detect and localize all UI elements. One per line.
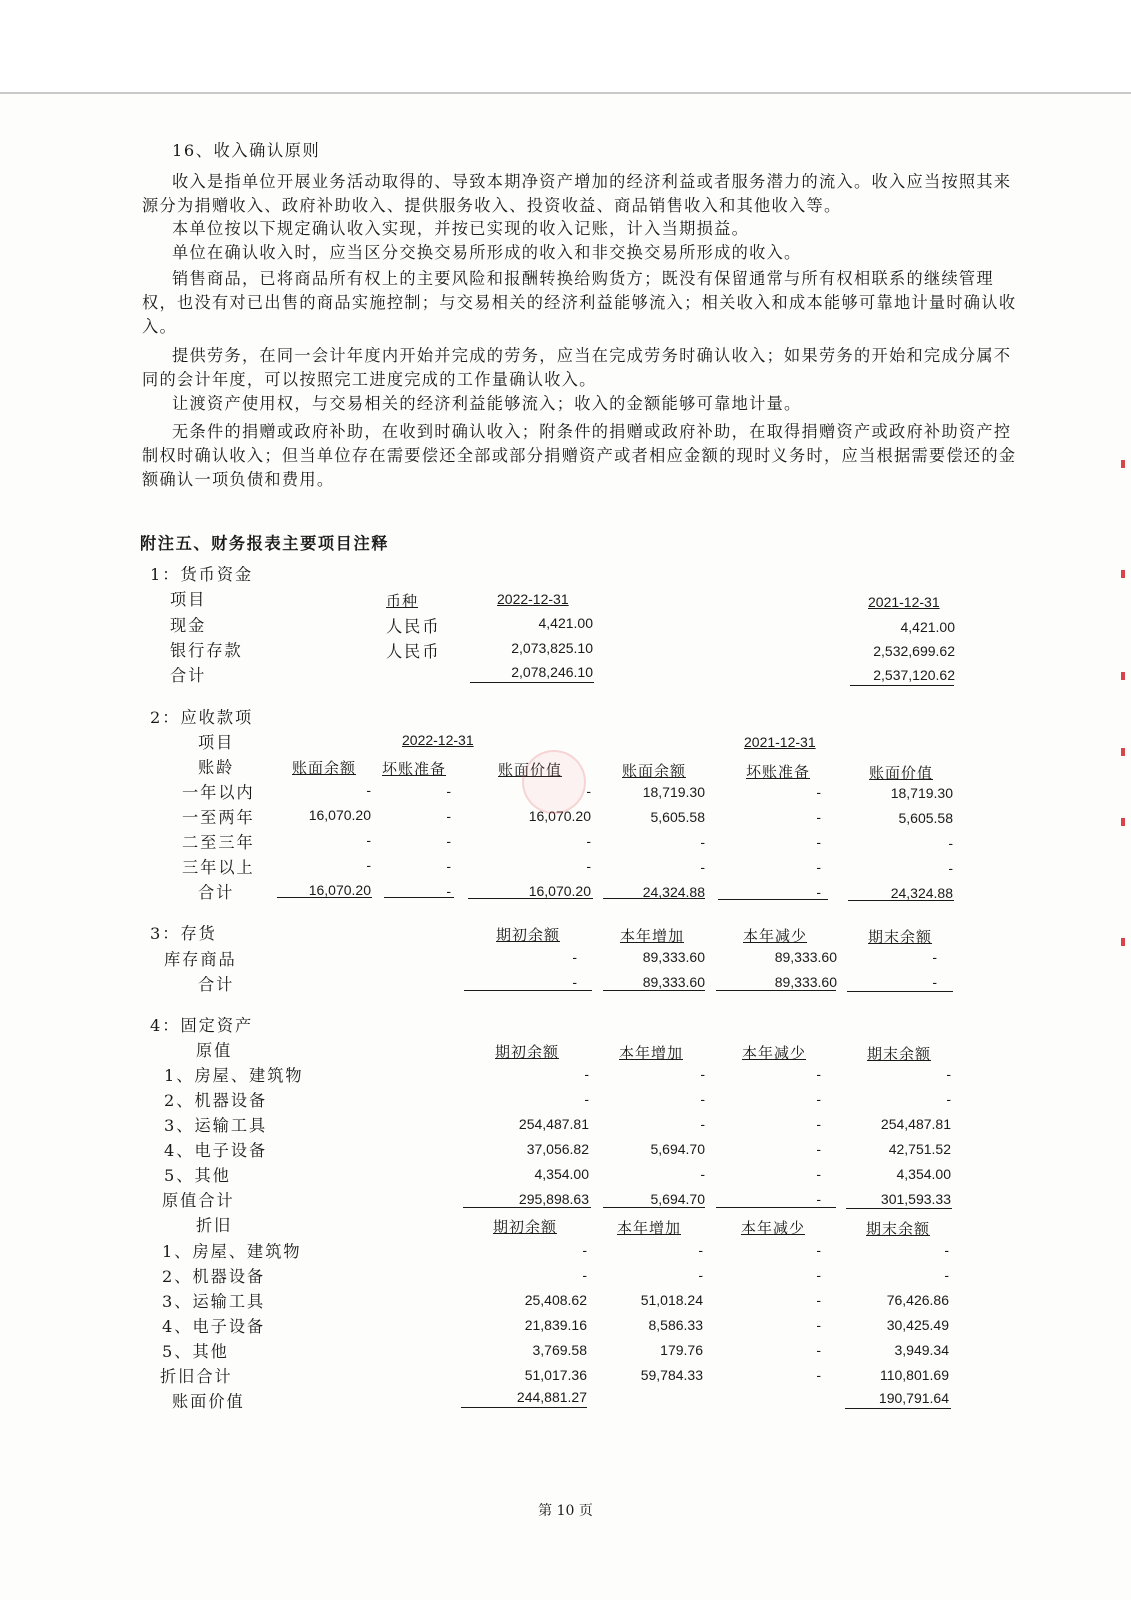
depreciation-cell: 51,017.36 (524, 1367, 587, 1383)
right-edge-mark (1121, 570, 1125, 578)
book-value-underline-2 (845, 1408, 951, 1409)
cost-cell: - (816, 1116, 821, 1132)
dep-header-decrease: 本年减少 (741, 1219, 806, 1237)
inventory-total-underline-3 (716, 990, 836, 991)
dep-header-increase: 本年增加 (617, 1219, 682, 1237)
cash-row-bank-2022: 2,073,825.10 (511, 640, 593, 656)
inventory-cell: 89,333.60 (642, 949, 705, 965)
receivables-cell: 5,605.58 (898, 809, 953, 826)
cost-cell: 5,694.70 (650, 1191, 705, 1207)
cash-total-2021-underline (850, 685, 954, 686)
right-edge-mark (1121, 672, 1125, 680)
depreciation-row-label: 3、运输工具 (162, 1292, 266, 1311)
cost-cell: - (816, 1141, 821, 1157)
inventory-total-underline-4 (847, 991, 953, 992)
right-edge-mark (1121, 818, 1125, 826)
receivables-cell: - (586, 858, 591, 874)
depreciation-row-label: 1、房屋、建筑物 (162, 1242, 302, 1261)
cash-total-2022: 2,078,246.10 (511, 664, 593, 680)
inventory-cell: - (932, 974, 937, 990)
cost-row-label: 原值合计 (162, 1191, 235, 1210)
dep-header-opening: 期初余额 (493, 1218, 558, 1236)
receivables-header-value-2021: 账面价值 (869, 764, 934, 782)
inventory-cell: - (572, 949, 577, 965)
receivables-total-underline-2 (384, 897, 454, 898)
receivables-header-2021: 2021-12-31 (744, 734, 816, 750)
cost-cell: - (946, 1066, 951, 1082)
cash-header-2022: 2022-12-31 (497, 591, 569, 607)
depreciation-row-label: 4、电子设备 (162, 1317, 266, 1336)
depreciation-row-label: 2、机器设备 (162, 1267, 266, 1286)
cost-cell: 5,694.70 (650, 1141, 705, 1157)
fixed-assets-depreciation-title: 折旧 (196, 1216, 233, 1235)
section-16-paragraph-3: 单位在确认收入时，应当区分交换交易所形成的收入和非交换交易所形成的收入。 (172, 243, 802, 262)
receivables-cell: - (816, 859, 821, 875)
section-16-paragraph-7: 无条件的捐赠或政府补助，在收到时确认收入；附条件的捐赠或政府补助，在取得捐赠资产或政府补助资产控制权时确认收入；但当单位存在需要偿还全部或部分捐赠资产或者相应金额的现时义务时，应当根据需要偿还的金额确认一项负债和费用。 (142, 422, 1017, 489)
receivables-cell: - (366, 782, 371, 798)
faint-seal-mark (522, 750, 586, 814)
receivables-cell: - (366, 857, 371, 873)
cash-row-cash-2022: 4,421.00 (538, 615, 593, 631)
cash-row-cash-label: 现金 (170, 616, 207, 635)
scan-top-band (0, 0, 1131, 94)
cost-cell: 42,751.52 (888, 1141, 951, 1157)
cost-total-underline-1 (463, 1207, 591, 1208)
inventory-total-underline-1 (464, 990, 592, 991)
inventory-title: 3：存货 (150, 924, 217, 943)
receivables-cell: 24,324.88 (890, 884, 953, 901)
receivables-title: 2：应收款项 (150, 708, 254, 727)
depreciation-cell: - (816, 1267, 821, 1283)
receivables-header-balance-2021: 账面余额 (622, 762, 687, 780)
cost-cell: - (816, 1091, 821, 1107)
cost-cell: - (700, 1066, 705, 1082)
inventory-total-underline-2 (603, 990, 705, 991)
receivables-cell: 16,070.20 (308, 882, 371, 898)
book-value-label: 账面价值 (172, 1392, 245, 1411)
cost-header-decrease: 本年减少 (742, 1044, 807, 1062)
cost-cell: - (700, 1166, 705, 1182)
cost-row-label: 5、其他 (164, 1166, 231, 1185)
page-number: 第 10 页 (538, 1503, 593, 1519)
inventory-cell: 89,333.60 (774, 974, 837, 990)
receivables-cell: 24,324.88 (642, 883, 705, 900)
receivables-header-balance-2022: 账面余额 (292, 759, 357, 777)
inventory-header-opening: 期初余额 (496, 926, 561, 944)
section-16-paragraph-5: 提供劳务，在同一会计年度内开始并完成的劳务，应当在完成劳务时确认收入；如果劳务的开始和完成分属不同的会计年度，可以按照完工进度完成的工作量确认收入。 (142, 346, 1012, 389)
cost-total-underline-4 (846, 1208, 952, 1209)
cost-header-opening: 期初余额 (495, 1043, 560, 1061)
cost-row-label: 3、运输工具 (164, 1116, 268, 1135)
receivables-cell: - (948, 859, 953, 876)
inventory-row-label: 合计 (198, 975, 235, 994)
receivables-row-label: 合计 (198, 883, 235, 902)
receivables-header-reserve-2022: 坏账准备 (382, 760, 447, 778)
receivables-cell: - (446, 882, 451, 899)
receivables-cell: - (366, 832, 371, 848)
depreciation-row-label: 折旧合计 (160, 1367, 233, 1386)
cash-total-label: 合计 (170, 666, 207, 685)
depreciation-cell: - (698, 1267, 703, 1283)
cost-total-underline-3 (716, 1207, 836, 1208)
depreciation-cell: - (582, 1242, 587, 1258)
cost-cell: - (584, 1091, 589, 1107)
receivables-cell: - (586, 783, 591, 799)
depreciation-cell: 3,769.58 (532, 1342, 587, 1358)
receivables-cell: 16,070.20 (308, 807, 371, 823)
cost-row-label: 2、机器设备 (164, 1091, 268, 1110)
depreciation-cell: - (816, 1317, 821, 1333)
dep-header-closing: 期末余额 (866, 1220, 931, 1238)
receivables-cell: - (446, 832, 451, 849)
receivables-header-2022: 2022-12-31 (402, 732, 474, 748)
receivables-cell: - (816, 784, 821, 800)
depreciation-cell: - (816, 1292, 821, 1308)
receivables-total-underline-5 (718, 899, 828, 900)
depreciation-cell: - (944, 1267, 949, 1283)
cost-cell: 254,487.81 (880, 1116, 951, 1132)
depreciation-cell: 25,408.62 (524, 1292, 587, 1308)
depreciation-cell: 3,949.34 (894, 1342, 949, 1358)
receivables-cell: - (700, 858, 705, 875)
cost-cell: - (816, 1191, 821, 1207)
receivables-cell: - (700, 833, 705, 850)
section-16-paragraph-1: 收入是指单位开展业务活动取得的、导致本期净资产增加的经济利益或者服务潜力的流入。收入应当按照其来源分为捐赠收入、政府补助收入、提供服务收入、投资收益、商品销售收入和其他收入等。 (142, 172, 1012, 215)
depreciation-cell: 179.76 (660, 1342, 703, 1358)
receivables-cell: - (446, 807, 451, 824)
right-edge-mark (1121, 748, 1125, 756)
depreciation-cell: - (816, 1342, 821, 1358)
fixed-assets-cost-title: 原值 (196, 1041, 233, 1060)
receivables-total-underline-1 (277, 897, 372, 898)
depreciation-cell: 110,801.69 (879, 1367, 949, 1383)
receivables-header-age: 账龄 (198, 758, 235, 777)
cost-cell: 4,354.00 (896, 1166, 951, 1182)
book-value-underline-1 (461, 1407, 587, 1408)
depreciation-cell: 59,784.33 (640, 1367, 703, 1383)
cost-cell: 4,354.00 (534, 1166, 589, 1182)
inventory-header-increase: 本年增加 (620, 927, 685, 945)
depreciation-cell: 21,839.16 (524, 1317, 587, 1333)
right-edge-mark (1121, 460, 1125, 468)
cost-cell: - (584, 1066, 589, 1082)
receivables-total-underline-4 (603, 898, 705, 899)
cost-cell: - (816, 1166, 821, 1182)
receivables-row-label: 三年以上 (182, 858, 255, 877)
depreciation-cell: - (816, 1367, 821, 1383)
appendix-5-title: 附注五、财务报表主要项目注释 (140, 534, 390, 553)
section-16-title: 16、收入确认原则 (172, 141, 321, 160)
receivables-cell: - (816, 884, 821, 900)
inventory-cell: - (572, 974, 577, 990)
cost-header-increase: 本年增加 (619, 1044, 684, 1062)
cost-cell: - (946, 1091, 951, 1107)
depreciation-cell: - (944, 1242, 949, 1258)
cash-row-cash-currency: 人民币 (386, 617, 441, 636)
inventory-cell: 89,333.60 (774, 949, 837, 965)
inventory-header-closing: 期末余额 (868, 928, 933, 946)
cost-cell: 37,056.82 (526, 1141, 589, 1157)
cost-cell: 295,898.63 (518, 1191, 589, 1207)
cost-header-closing: 期末余额 (867, 1045, 932, 1063)
cost-cell: - (700, 1091, 705, 1107)
inventory-cell: 89,333.60 (642, 974, 705, 990)
cash-row-cash-2021: 4,421.00 (900, 619, 955, 635)
receivables-row-label: 一至两年 (182, 808, 255, 827)
depreciation-cell: 51,018.24 (640, 1292, 703, 1308)
cash-row-bank-currency: 人民币 (386, 642, 441, 661)
cash-total-2021: 2,537,120.62 (873, 667, 955, 683)
receivables-cell: - (446, 857, 451, 874)
cash-title: 1：货币资金 (150, 565, 254, 584)
depreciation-cell: - (698, 1242, 703, 1258)
receivables-row-label: 一年以内 (182, 783, 255, 802)
receivables-total-underline-6 (848, 900, 954, 901)
receivables-cell: - (446, 782, 451, 799)
cost-row-label: 1、房屋、建筑物 (164, 1066, 304, 1085)
receivables-header-reserve-2021: 坏账准备 (746, 763, 811, 781)
receivables-cell: - (816, 834, 821, 850)
cash-header-2021: 2021-12-31 (868, 594, 940, 610)
cost-cell: - (700, 1116, 705, 1132)
book-value-opening: 244,881.27 (516, 1389, 587, 1405)
receivables-cell: 16,070.20 (528, 808, 591, 824)
section-16-paragraph-2: 本单位按以下规定确认收入实现，并按已实现的收入记账，计入当期损益。 (172, 219, 750, 238)
cash-header-currency: 币种 (386, 592, 419, 610)
cost-cell: - (816, 1066, 821, 1082)
receivables-cell: - (816, 809, 821, 825)
cost-cell: 254,487.81 (518, 1116, 589, 1132)
depreciation-cell: 8,586.33 (648, 1317, 703, 1333)
depreciation-cell: - (816, 1242, 821, 1258)
cash-total-2022-underline (470, 682, 594, 683)
inventory-cell: - (932, 949, 937, 965)
receivables-cell: 18,719.30 (642, 783, 705, 800)
cost-total-underline-2 (603, 1207, 705, 1208)
right-edge-mark (1121, 938, 1125, 946)
cost-row-label: 4、电子设备 (164, 1141, 268, 1160)
receivables-header-value-2022: 账面价值 (498, 761, 563, 779)
receivables-header-item: 项目 (198, 733, 235, 752)
receivables-cell: - (948, 834, 953, 851)
book-value-closing: 190,791.64 (878, 1390, 949, 1406)
depreciation-cell: 30,425.49 (886, 1317, 949, 1333)
cost-cell: 301,593.33 (880, 1191, 951, 1207)
receivables-row-label: 二至三年 (182, 833, 255, 852)
cash-header-item: 项目 (170, 590, 207, 609)
depreciation-cell: 76,426.86 (886, 1292, 949, 1308)
section-16-paragraph-4: 销售商品，已将商品所有权上的主要风险和报酬转换给购货方；既没有保留通常与所有权相联系的继续管理权，也没有对已出售的商品实施控制；与交易相关的经济利益能够流入；相关收入和成本能够可靠地计量时确认收入。 (142, 269, 1017, 336)
cash-row-bank-2021: 2,532,699.62 (873, 643, 955, 659)
depreciation-cell: - (582, 1267, 587, 1283)
depreciation-row-label: 5、其他 (162, 1342, 229, 1361)
inventory-header-decrease: 本年减少 (743, 927, 808, 945)
receivables-cell: 16,070.20 (528, 883, 591, 899)
receivables-cell: - (586, 833, 591, 849)
cash-row-bank-label: 银行存款 (170, 641, 243, 660)
fixed-assets-title: 4：固定资产 (150, 1016, 254, 1035)
receivables-cell: 18,719.30 (890, 784, 953, 801)
receivables-total-underline-3 (468, 898, 593, 899)
section-16-paragraph-6: 让渡资产使用权，与交易相关的经济利益能够流入；收入的金额能够可靠地计量。 (172, 394, 802, 413)
receivables-cell: 5,605.58 (650, 808, 705, 825)
inventory-row-label: 库存商品 (164, 950, 237, 969)
